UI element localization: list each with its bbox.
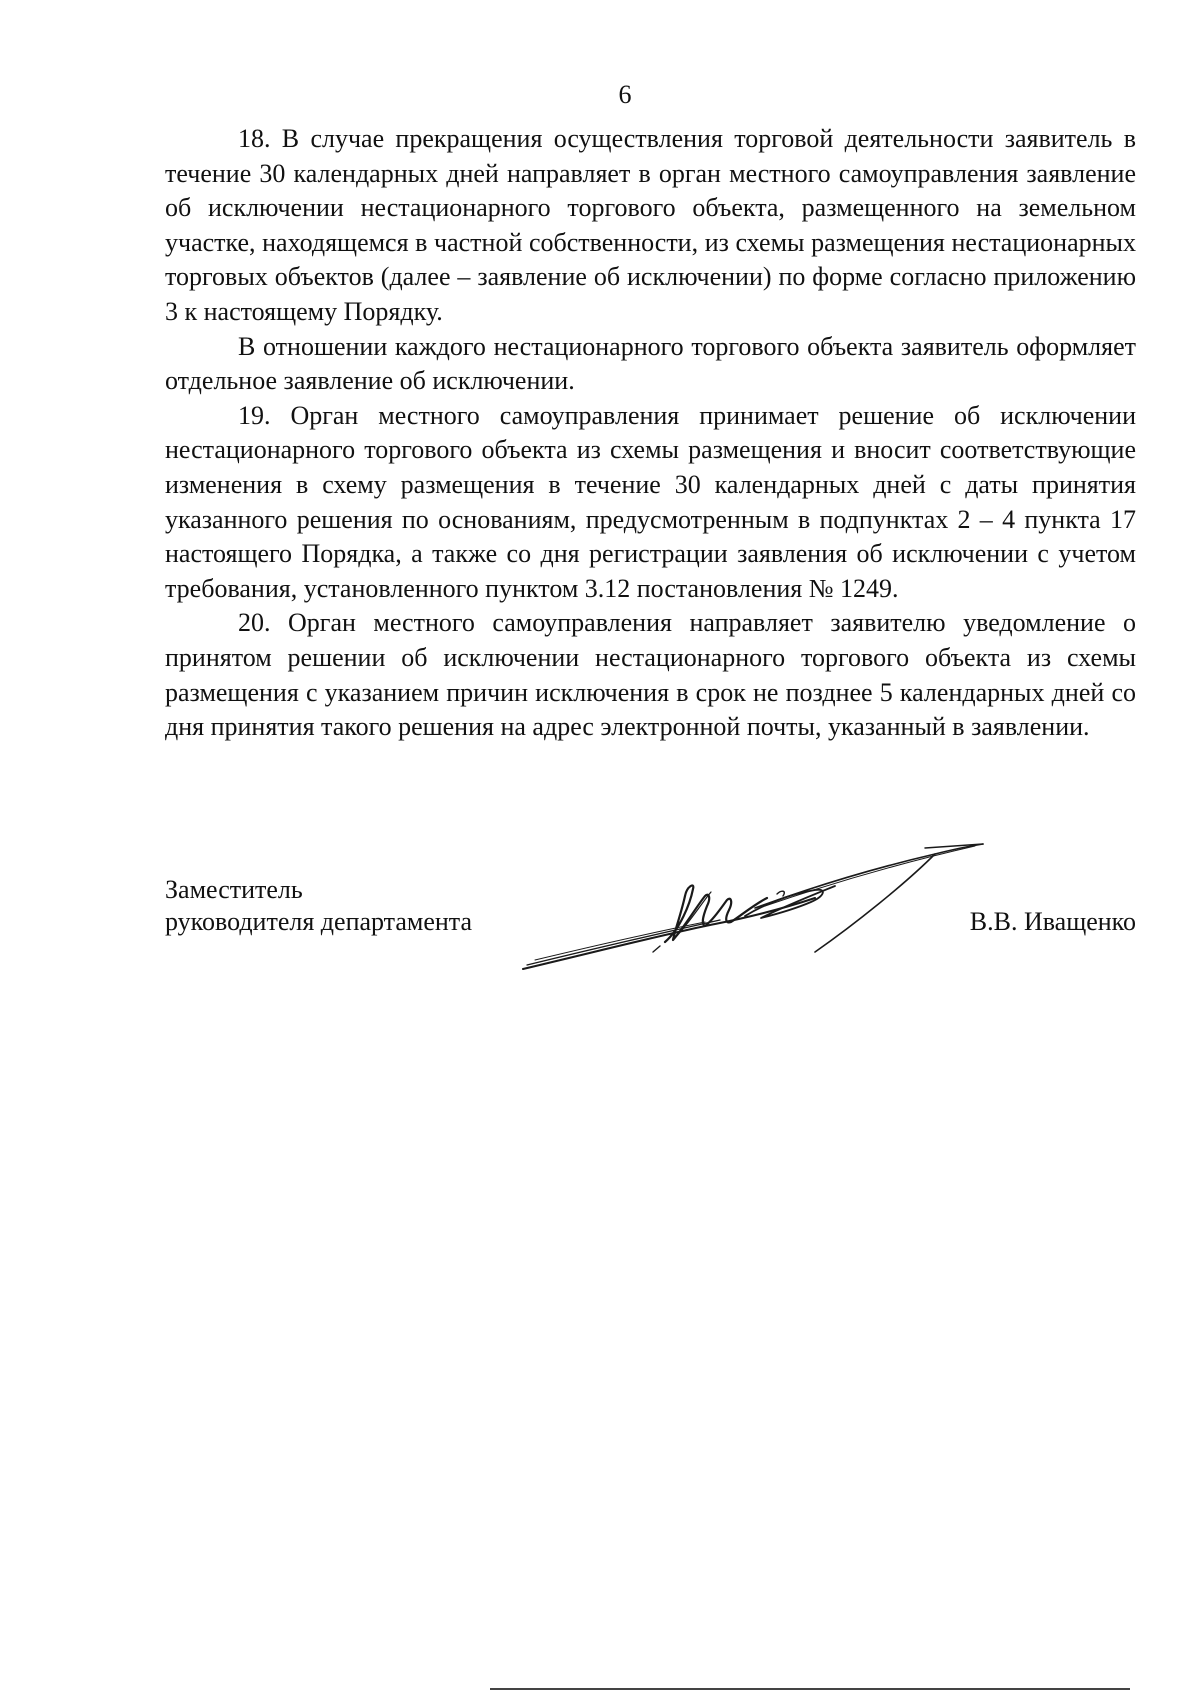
- signatory-position: [165, 874, 472, 938]
- paragraph-18-note: В отношении каждого нестационарного торгового объекта заявитель оформляет отдельное заявление об исключении.: [165, 331, 1136, 396]
- paragraph-19: 19. Орган местного самоуправления принимает решение об исключении нестационарного торгового объекта из схемы размещения и вносит соответствующие изменения в схему размещения в течение 30 календарных дней с даты принятия указанного решения по основаниям, предусмотренным в подпунктах 2 – 4 пункта 17 настоящего Порядка, а также со дня регистрации заявления об исключении с учетом требования, установленного пунктом 3.12 постановления № 1249.: [165, 400, 1136, 603]
- signatory-position-line-1: Заместитель: [165, 875, 303, 904]
- paragraph-18: 18. В случае прекращения осуществления торговой деятельности заявитель в течение 30 календарных дней направляет в орган местного самоуправления заявление об исключении нестационарного торгового объекта, размещенного на земельном участке, находящемся в частной собственности, из схемы размещения нестационарных торговых объектов (далее – заявление об исключении) по форме согласно приложению 3 к настоящему Порядку.: [165, 124, 1136, 326]
- signature-block: [165, 874, 1136, 994]
- handwritten-signature-icon: [515, 834, 995, 984]
- document-body: [165, 122, 1136, 745]
- bottom-edge-line: [490, 1688, 1130, 1690]
- page-number: 6: [618, 80, 632, 109]
- signatory-name: В.В. Иващенко: [969, 907, 1136, 936]
- signatory-position-line-2: руководителя департамента: [165, 907, 473, 936]
- paragraph-20: 20. Орган местного самоуправления направляет заявителю уведомление о принятом решении об исключении нестационарного торгового объекта из схемы размещения с указанием причин исключения в срок не позднее 5 календарных дней со дня принятия такого решения на адрес электронной почты, указанный в заявлении.: [165, 608, 1136, 742]
